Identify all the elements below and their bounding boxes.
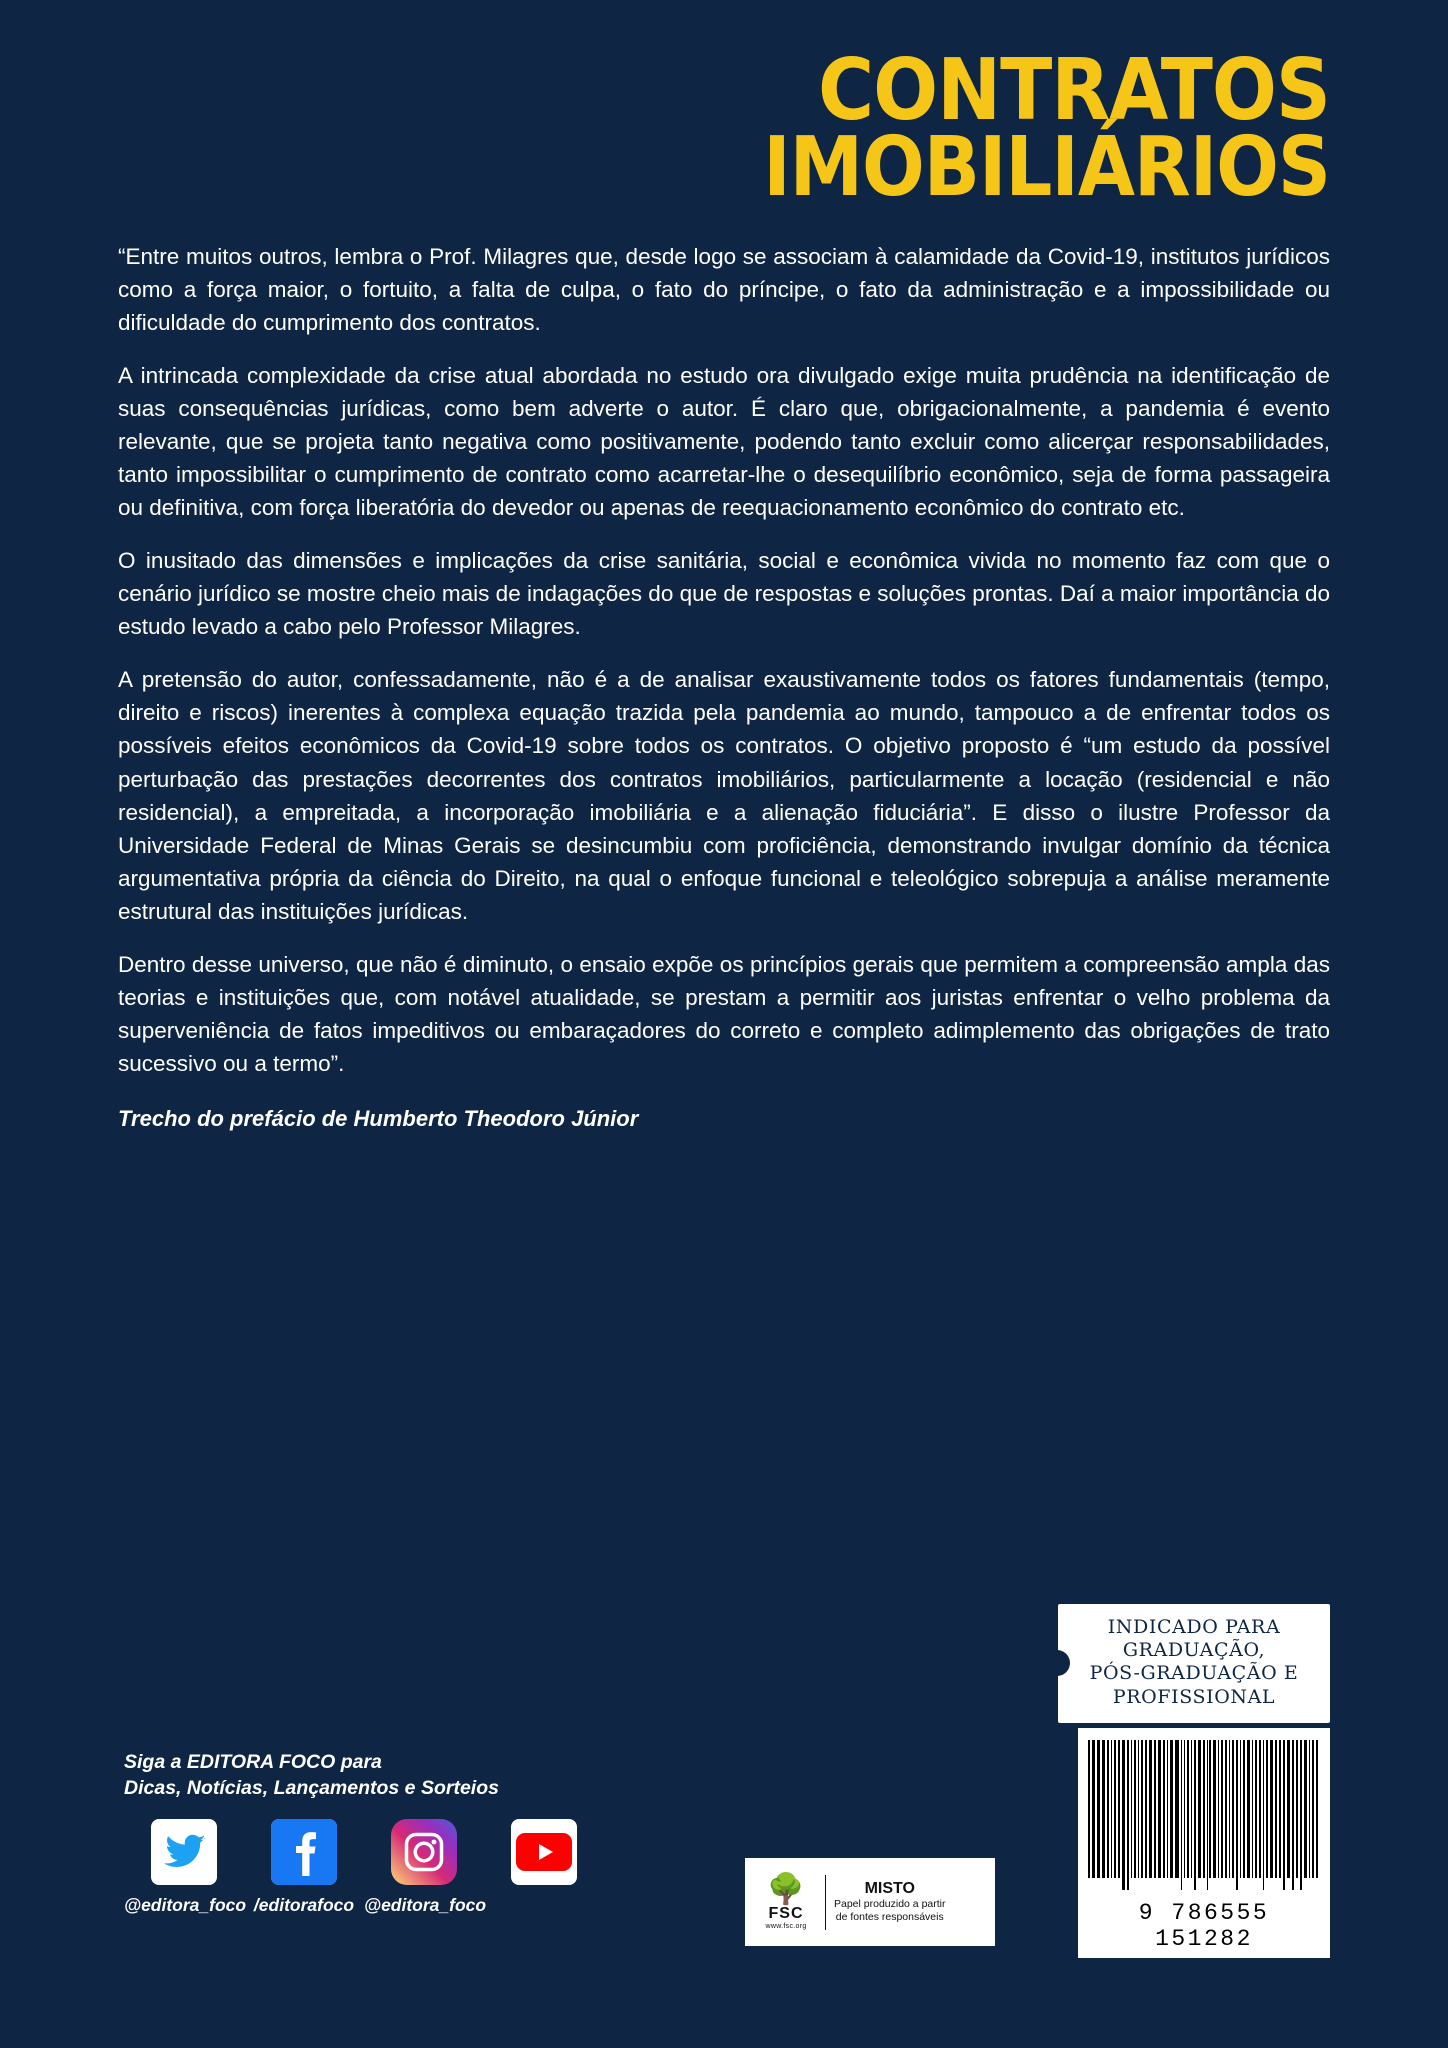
fsc-desc-line-1: Papel produzido a partir	[834, 1897, 946, 1910]
preface-credit: Trecho do prefácio de Humberto Theodoro Júnior	[118, 1106, 639, 1132]
youtube-icon[interactable]	[511, 1819, 577, 1885]
blurb-paragraph: Dentro desse universo, que não é diminuto, o ensaio expõe os princípios gerais que permitem a compreensão ampla das teorias e instituições que, com notável atualidade, se prestam a permitir aos juristas enfrentar o velho problema da superveniência de fatos impeditivos ou embaraçadores do correto e completo adimplemento das obrigações de trato sucessivo ou a termo”.	[118, 951, 1330, 1076]
instagram-icon[interactable]	[391, 1819, 457, 1885]
page-title	[118, 0, 1330, 216]
title-line-1: CONTRATOS	[818, 41, 1330, 140]
fsc-text	[834, 1880, 946, 1924]
audience-line-4: PROFISSIONAL	[1112, 1685, 1276, 1708]
social-item-twitter[interactable]	[124, 1819, 247, 1916]
twitter-icon[interactable]	[151, 1819, 217, 1885]
blurb-paragraph: “Entre muitos outros, lembra o Prof. Milagres que, desde logo se associam à calamidade da Covid-19, institutos jurídicos como a força maior, o fortuito, a falta de culpa, o fato do príncipe, o fato da administração e a impossibilidade ou dificuldade do cumprimento dos contratos.	[118, 243, 1330, 335]
badge-dot-decoration	[1044, 1650, 1070, 1676]
fsc-url: www.fsc.org	[765, 1922, 807, 1930]
facebook-handle[interactable]: /editorafoco	[253, 1895, 355, 1916]
fsc-logo	[753, 1872, 826, 1930]
fsc-brand: FSC	[768, 1904, 804, 1922]
social-section	[124, 1750, 724, 1916]
social-icons-row	[124, 1819, 724, 1916]
blurb-text	[118, 240, 1330, 1132]
social-heading	[124, 1750, 724, 1801]
instagram-handle[interactable]: @editora_foco	[364, 1895, 487, 1916]
fsc-desc-line-2: de fontes responsáveis	[835, 1911, 944, 1923]
title-line-2: IMOBILIÁRIOS	[763, 120, 1330, 216]
social-heading-sorteios: Sorteios	[420, 1776, 499, 1799]
audience-line-2: GRADUAÇÃO,	[1122, 1639, 1266, 1662]
barcode-bars	[1088, 1740, 1320, 1890]
social-item-instagram[interactable]	[364, 1819, 487, 1916]
barcode	[1078, 1728, 1330, 1958]
fsc-certification-badge	[745, 1858, 995, 1946]
facebook-icon[interactable]	[271, 1819, 337, 1885]
social-heading-line-1: Siga a EDITORA FOCO para	[124, 1751, 382, 1773]
social-item-facebook[interactable]	[244, 1819, 364, 1916]
fsc-title: MISTO	[864, 1879, 915, 1897]
blurb-paragraph: O inusitado das dimensões e implicações da crise sanitária, social e econômica vivida no momento faz com que o cenário jurídico se mostre cheio mais de indagações do que de respostas e soluções prontas. Daí a maior importância do estudo levado a cabo pelo Professor Milagres.	[118, 548, 1330, 640]
blurb-paragraph: A pretensão do autor, confessadamente, não é a de analisar exaustivamente todos os fatores fundamentais (tempo, direito e riscos) inerentes à complexa equação trazida pela pandemia ao mundo, tampouco a de enfrentar todos os possíveis efeitos econômicos da Covid-19 sobre todos os contratos. O objetivo proposto é “um estudo da possível perturbação das prestações decorrentes dos contratos imobiliários, particularmente a locação (residencial e não residencial), a empreitada, a incorporação imobiliária e a alienação fiduciária”. E disso o ilustre Professor da Universidade Federal de Minas Gerais se desincumbiu com proficiência, demonstrando invulgar domínio da técnica argumentativa própria da ciência do Direito, na qual o enfoque funcional e teleológico sobrepuja a análise meramente estrutural das instituições jurídicas.	[118, 667, 1330, 924]
social-heading-line-2	[124, 1776, 724, 1802]
fsc-tree-icon: 🌳	[767, 1872, 805, 1906]
social-item-youtube[interactable]	[484, 1819, 604, 1895]
barcode-number: 9 786555 151282	[1138, 1900, 1270, 1952]
audience-line-3: PÓS-GRADUAÇÃO E	[1089, 1662, 1299, 1685]
audience-line-1: INDICADO PARA	[1107, 1616, 1281, 1638]
blurb-paragraph: A intrincada complexidade da crise atual abordada no estudo ora divulgado exige muita prudência na identificação de suas consequências jurídicas, como bem adverte o autor. É claro que, obrigacionalmente, a pandemia é evento relevante, que se projeta tanto negativa como positivamente, podendo tanto excluir como alicerçar responsabilidades, tanto impossibilitar o cumprimento de contrato como acarretar-lhe o desequilíbrio econômico, seja de forma passageira ou definitiva, com força liberatória do devedor ou apenas de reequacionamento econômico do contrato etc.	[118, 362, 1330, 521]
twitter-handle[interactable]: @editora_foco	[124, 1895, 247, 1916]
audience-badge	[1058, 1604, 1330, 1723]
social-heading-line-2-text: Dicas, Notícias, Lançamentos e	[124, 1776, 421, 1799]
